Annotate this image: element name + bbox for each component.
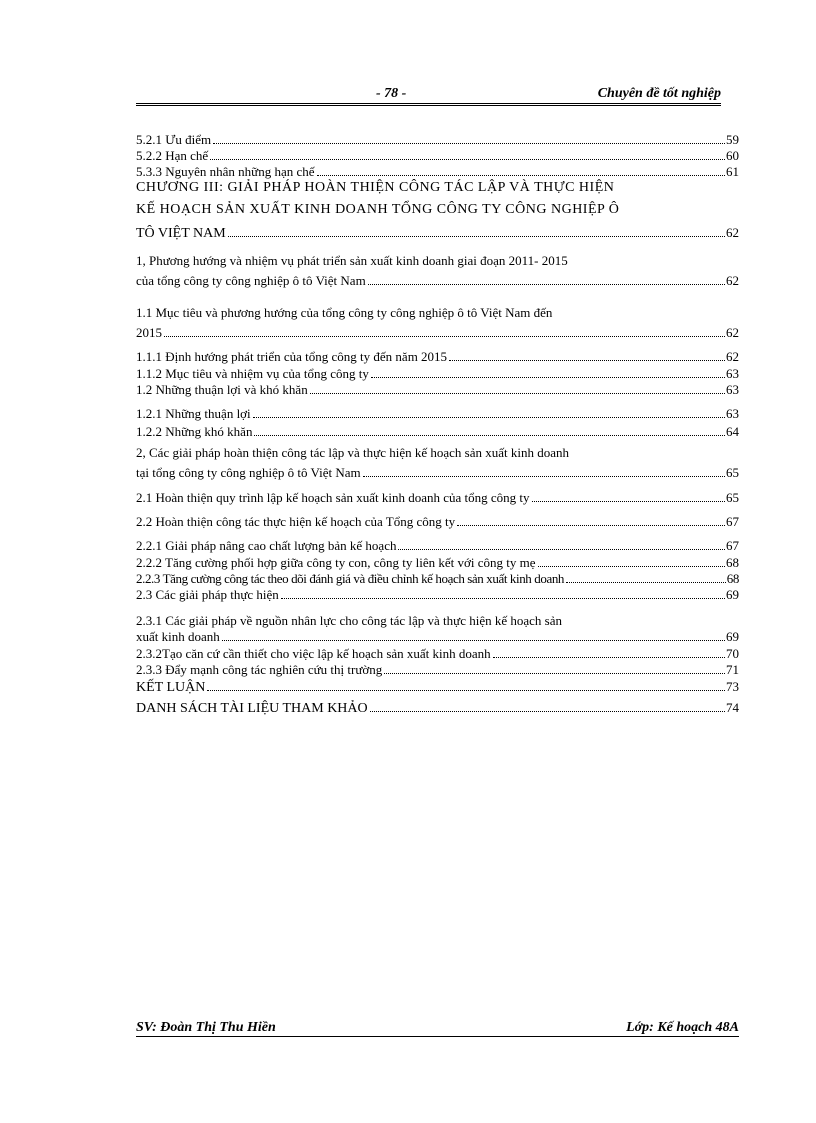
toc-chapter-line: KẾ HOẠCH SẢN XUẤT KINH DOANH TỔNG CÔNG TY CÔNG NGHIỆP Ô [136, 202, 620, 217]
toc-leader-dots [222, 639, 725, 641]
toc-entry-page: 65 [726, 465, 739, 480]
toc-entry-label: 1.2.1 Những thuận lợi [136, 406, 251, 421]
toc-entry-page: 60 [726, 148, 739, 163]
toc-entry-line: 2, Các giải pháp hoàn thiện công tác lập và thực hiện kế hoạch sản xuất kinh doanh [136, 445, 570, 460]
toc-entry-page: 70 [726, 646, 739, 661]
toc-entry-page: 68 [726, 555, 739, 570]
toc-leader-dots [398, 548, 725, 550]
toc-entry[interactable] [136, 441, 739, 490]
toc-entry[interactable] [136, 366, 739, 382]
toc-leader-dots [449, 359, 725, 361]
toc-leader-dots [538, 565, 726, 567]
toc-entry-page: 69 [726, 629, 739, 644]
toc-entry-label: 5.2.1 Ưu điểm [136, 132, 212, 147]
toc-entry[interactable] [136, 662, 739, 679]
toc-leader-dots [281, 597, 725, 599]
toc-leader-dots [228, 235, 725, 237]
toc-leader-dots [310, 392, 725, 394]
toc-entry-label: DANH SÁCH TÀI LIỆU THAM KHẢO [136, 701, 368, 716]
toc-entry-page: 63 [726, 366, 739, 381]
toc-entry-page: 62 [726, 349, 739, 364]
toc-entry[interactable] [136, 696, 739, 722]
toc-entry-label: 2.1 Hoàn thiện quy trình lập kế hoạch sản xuất kinh doanh của tổng công ty [136, 490, 530, 505]
page-footer [136, 1020, 739, 1036]
toc-entry-page: 63 [726, 382, 739, 397]
toc-entry-label: 2.2.3 Tăng cường công tác theo dõi đánh giá và điều chỉnh kế hoạch sản xuất kinh doanh [136, 571, 565, 586]
toc-leader-dots [457, 524, 725, 526]
toc-entry-page: 74 [726, 700, 739, 715]
header-rule-double [136, 105, 721, 106]
toc-entry[interactable] [136, 646, 739, 662]
toc-leader-dots [213, 142, 725, 144]
toc-entry-last-line [136, 273, 739, 297]
toc-entry-page: 71 [726, 662, 739, 677]
header-rule [136, 103, 721, 104]
toc-entry[interactable] [136, 587, 739, 610]
toc-leader-dots [368, 283, 725, 285]
toc-entry-label: 2.3 Các giải pháp thực hiện [136, 587, 279, 602]
toc-leader-dots [253, 416, 725, 418]
toc-entry[interactable] [136, 297, 739, 349]
toc-entry-line: 1.1 Mục tiêu và phương hướng của tổng công ty công nghiệp ô tô Việt Nam đến [136, 305, 553, 320]
toc-entry-label: 2.2 Hoàn thiện công tác thực hiện kế hoạch của Tổng công ty [136, 514, 456, 529]
toc-entry[interactable] [136, 514, 739, 538]
toc-entry[interactable] [136, 164, 739, 180]
toc-entry-last-line [136, 465, 739, 490]
toc-leader-dots [254, 434, 725, 436]
toc-entry-page: 64 [726, 424, 739, 439]
toc-entry-label: 2015 [136, 325, 162, 340]
toc-leader-dots [363, 475, 725, 477]
toc-entry-last-line [136, 325, 739, 349]
toc-entry-page: 62 [726, 325, 739, 340]
toc-chapter-entry[interactable] [136, 180, 739, 247]
toc-entry[interactable] [136, 382, 739, 406]
toc-entry-label: 1.2.2 Những khó khăn [136, 424, 253, 439]
toc-entry[interactable] [136, 490, 739, 514]
toc-leader-dots [384, 672, 725, 674]
toc-entry-label: 5.3.3 Nguyên nhân những hạn chế [136, 164, 315, 179]
footer-class: Lớp: Kế hoạch 48A [626, 1020, 739, 1035]
header-title: Chuyên đề tốt nghiệp [597, 86, 721, 101]
toc-entry-label: 1.1.1 Định hướng phát triển của tổng công ty đến năm 2015 [136, 349, 448, 364]
toc-entry-label: 2.2.2 Tăng cường phối hợp giữa công ty con, công ty liên kết với công ty mẹ [136, 555, 536, 570]
toc-chapter-line: CHƯƠNG III: GIẢI PHÁP HOÀN THIỆN CÔNG TÁC LẬP VÀ THỰC HIỆN [136, 180, 615, 195]
toc-leader-dots [493, 656, 725, 658]
toc-entry-label: 1.1.2 Mục tiêu và nhiệm vụ của tổng công ty [136, 366, 369, 381]
table-of-contents [136, 132, 739, 722]
toc-entry[interactable] [136, 571, 739, 587]
footer-rule [136, 1036, 739, 1037]
toc-entry-label: KẾT LUẬN [136, 680, 206, 695]
toc-entry[interactable] [136, 132, 739, 148]
toc-entry[interactable] [136, 406, 739, 424]
toc-entry[interactable] [136, 424, 739, 441]
toc-entry-label: 2.3.2Tạo căn cứ cần thiết cho việc lập kế hoạch sản xuất kinh doanh [136, 646, 491, 661]
toc-entry-line: 1, Phương hướng và nhiệm vụ phát triển sản xuất kinh doanh giai đoạn 2011- 2015 [136, 253, 568, 268]
toc-leader-dots [532, 500, 725, 502]
toc-entry[interactable] [136, 538, 739, 555]
toc-entry[interactable] [136, 148, 739, 164]
toc-leader-dots [207, 689, 725, 691]
toc-entry-line: 2.3.1 Các giải pháp về nguồn nhân lực cho công tác lập và thực hiện kế hoạch sản [136, 613, 562, 628]
toc-entry-last-line [136, 225, 739, 247]
toc-entry-page: 62 [726, 273, 739, 288]
toc-leader-dots [371, 376, 725, 378]
toc-entry-page: 68 [726, 571, 739, 586]
toc-entry-label: xuất kinh doanh [136, 629, 220, 644]
page-number: - 78 - [376, 86, 407, 101]
toc-entry-page: 59 [726, 132, 739, 147]
toc-entry[interactable] [136, 555, 739, 571]
toc-leader-dots [210, 158, 725, 160]
footer-student: SV: Đoàn Thị Thu Hiền [136, 1020, 276, 1035]
toc-entry-label: 1.2 Những thuận lợi và khó khăn [136, 382, 308, 397]
page-header [136, 86, 721, 102]
toc-entry-last-line [136, 629, 739, 646]
toc-entry-page: 69 [726, 587, 739, 602]
toc-entry[interactable] [136, 349, 739, 366]
toc-entry-label: TÔ VIỆT NAM [136, 226, 226, 241]
toc-entry[interactable] [136, 679, 739, 696]
toc-entry-label: 2.2.1 Giải pháp nâng cao chất lượng bản kế hoạch [136, 538, 397, 553]
toc-entry-page: 73 [726, 679, 739, 694]
toc-entry-label: của tổng công ty công nghiệp ô tô Việt Nam [136, 273, 366, 288]
toc-entry-page: 67 [726, 514, 739, 529]
toc-entry-page: 63 [726, 406, 739, 421]
toc-entry-page: 67 [726, 538, 739, 553]
toc-leader-dots [317, 174, 725, 176]
toc-entry-page: 62 [726, 225, 739, 240]
toc-entry-page: 65 [726, 490, 739, 505]
toc-leader-dots [164, 335, 725, 337]
toc-entry-label: 5.2.2 Hạn chế [136, 148, 209, 163]
toc-entry-label: 2.3.3 Đẩy mạnh công tác nghiên cứu thị trường [136, 662, 383, 677]
toc-entry[interactable] [136, 610, 739, 646]
toc-leader-dots [370, 710, 725, 712]
toc-entry-label: tại tổng công ty công nghiệp ô tô Việt Nam [136, 465, 361, 480]
toc-entry-page: 61 [726, 164, 739, 179]
toc-entry[interactable] [136, 247, 739, 297]
toc-leader-dots [566, 581, 726, 583]
